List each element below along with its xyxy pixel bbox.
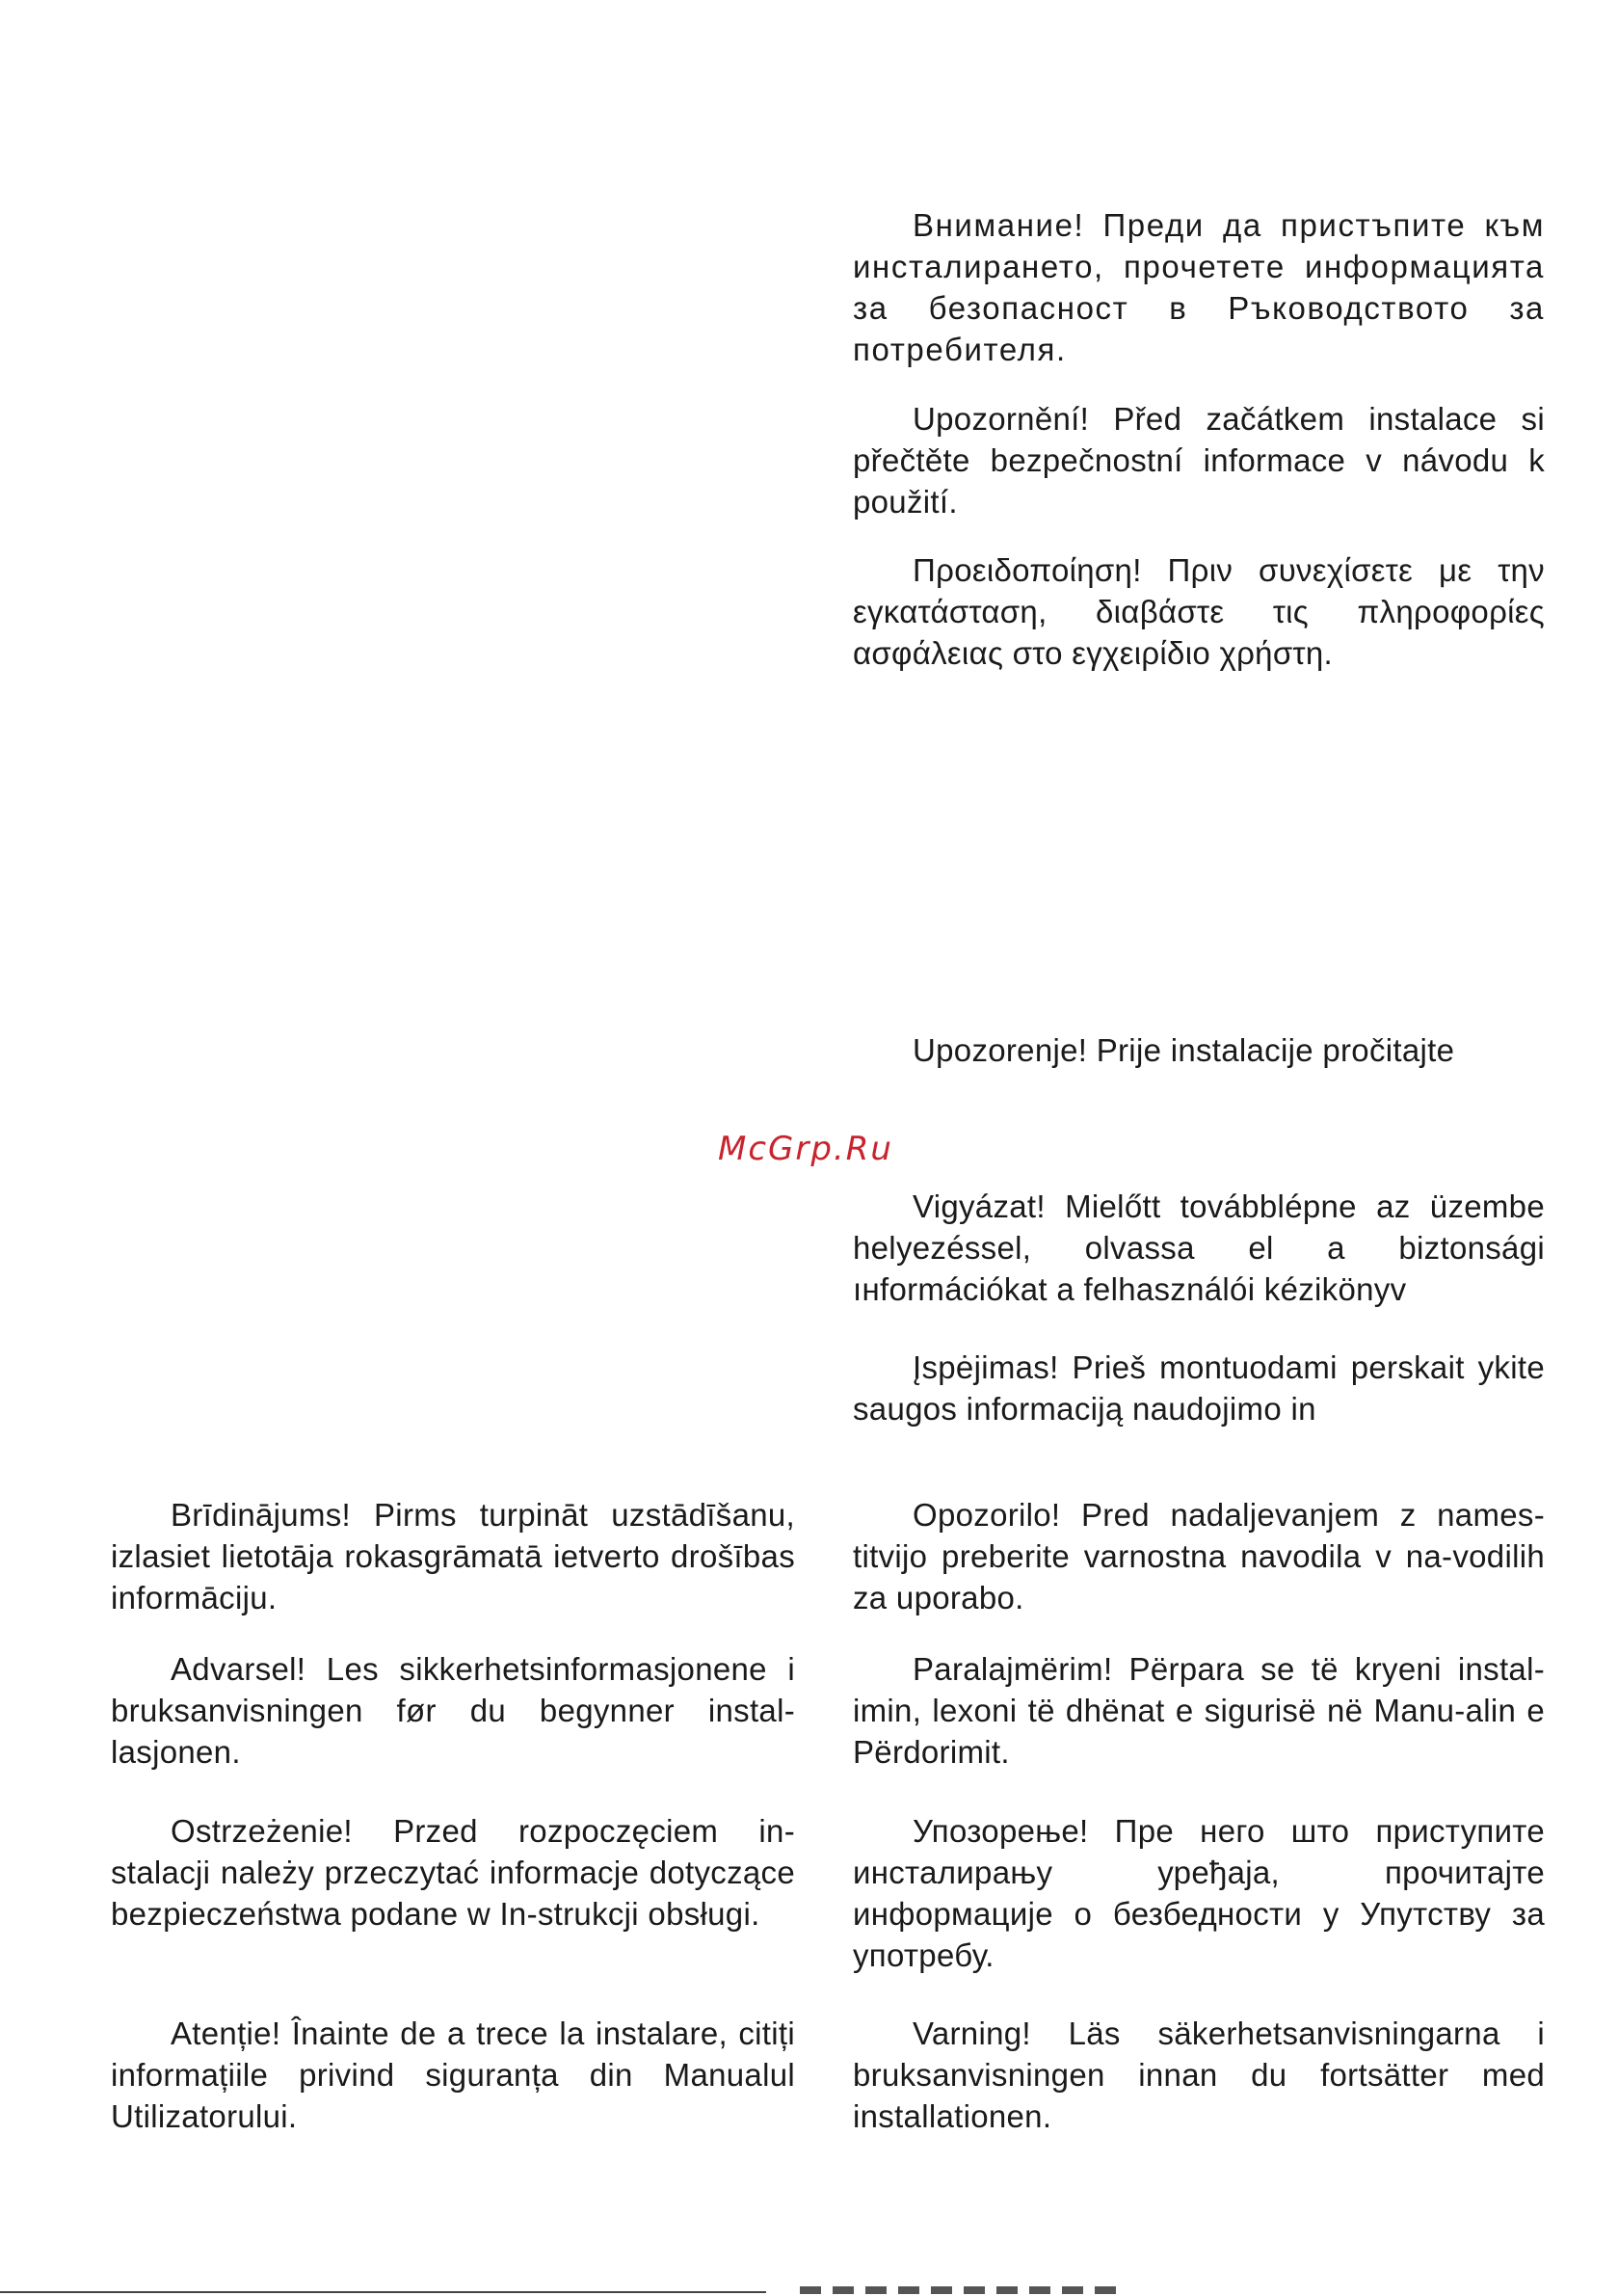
warning-text: Προειδοποίηση! Πριν συνεχίσετε με την εγκατάσταση, διαβάστε τις πληροφορίες ασφάλειας στο εγχειρίδιο χρήστη. [853, 552, 1545, 671]
warning-norwegian [111, 1648, 795, 1773]
warning-text: Atenție! Înainte de a trece la instalare, citiți informațiile privind siguranța din Manualul Utilizatorului. [111, 2016, 795, 2134]
warning-text: Varning! Läs säkerhetsanvisningarna i bruksanvisningen innan du fortsätter med installationen. [853, 2016, 1545, 2134]
warning-serbian [853, 1810, 1545, 1976]
warning-text: Vigyázat! Mielőtt továbblépne az üzembe helyezéssel, olvassa el a biztonsági ıнformációkat a felhasználói kézikönyv [853, 1188, 1545, 1307]
warning-bulgarian [853, 204, 1545, 370]
warning-text: Upozornění! Před začátkem instalace si přečtěte bezpečnostní informace v návodu k použití. [853, 401, 1545, 520]
warning-swedish [853, 2013, 1545, 2137]
warning-hungarian [853, 1186, 1545, 1310]
warning-text: Paralajmërim! Përpara se të kryeni instal-imin, lexoni të dhënat e sigurisë në Manu-alin e Përdorimit. [853, 1651, 1545, 1770]
warning-text: Įspėjimas! Prieš montuodami perskait ykite saugos informaciją naudojimo in [853, 1349, 1545, 1427]
warning-text: Внимание! Преди да пристъпите към инсталирането, прочетете информацията за безопасност в Ръководството за потребителя. [853, 207, 1545, 367]
warning-latvian [111, 1494, 795, 1618]
warning-text: Opozorilo! Pred nadaljevanjem z names-titvijo preberite varnostna navodila v na-vodilih za uporabo. [853, 1497, 1545, 1615]
warning-romanian [111, 2013, 795, 2137]
warning-greek [853, 549, 1545, 674]
warning-slovenian [853, 1494, 1545, 1618]
warning-text: Advarsel! Les sikkerhetsinformasjonene i bruksanvisningen før du begynner instal-lasjonen. [111, 1651, 795, 1770]
warning-text: Upozorenje! Prije instalacije pročitajte [913, 1032, 1455, 1068]
warning-croatian [853, 1029, 1545, 1071]
warning-lithuanian [853, 1347, 1545, 1429]
watermark: McGrp.Ru [718, 1130, 893, 1168]
warning-albanian [853, 1648, 1545, 1773]
warning-polish [111, 1810, 795, 1935]
footer-marks [800, 2286, 1118, 2294]
warning-text: Упозорење! Пре него што приступите инсталирању уређаја, прочитајте информације о безбедности у Упутству за употребу. [853, 1813, 1545, 1973]
warning-text: Brīdinājums! Pirms turpināt uzstādīšanu, izlasiet lietotāja rokasgrāmatā ietverto drošības informāciju. [111, 1497, 795, 1615]
footer-rule [0, 2291, 766, 2293]
warning-czech [853, 398, 1545, 522]
warning-text: Ostrzeżenie! Przed rozpoczęciem in-stalacji należy przeczytać informacje dotyczące bezpieczeństwa podane w In-strukcji obsługi. [111, 1813, 795, 1932]
